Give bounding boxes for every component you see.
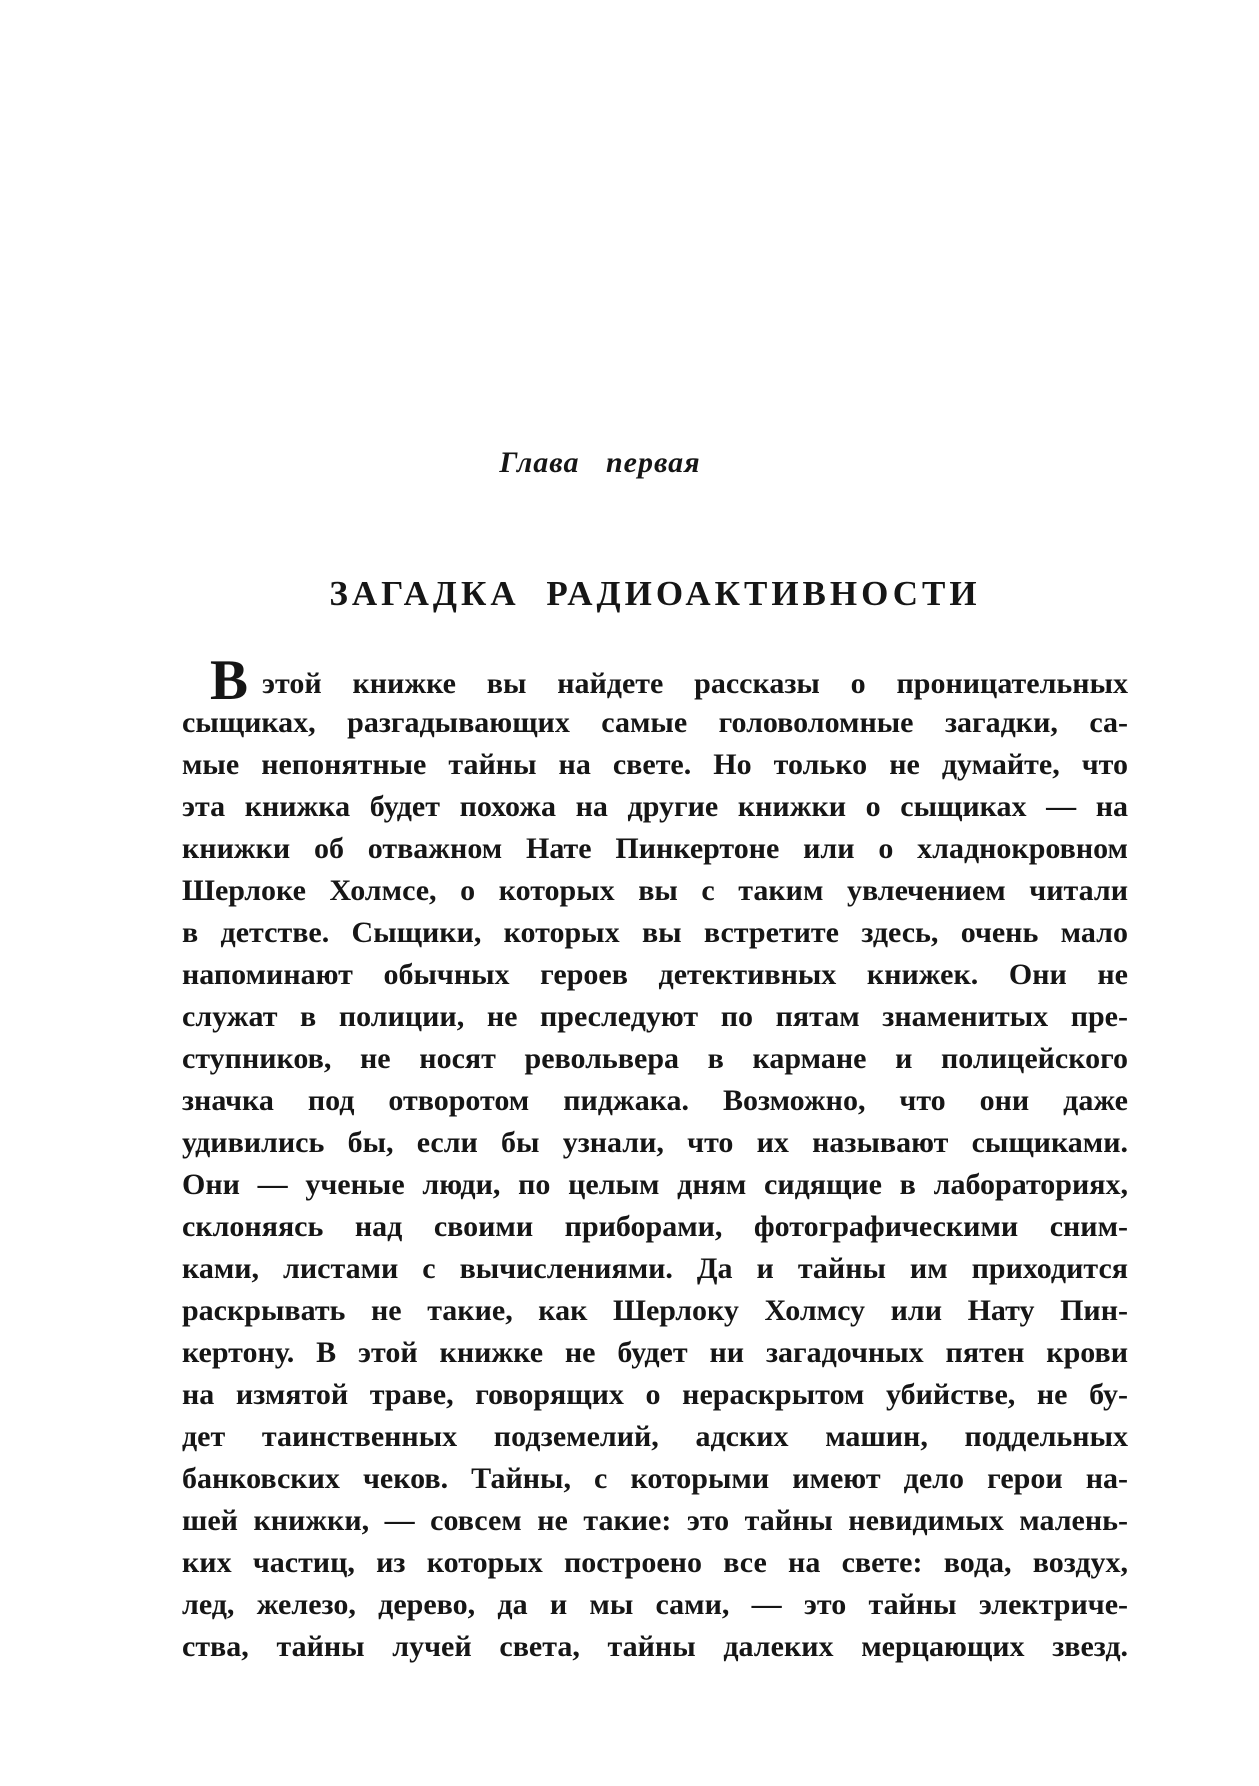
paragraph [182, 649, 1128, 1668]
text-line: дет таинственных подземелий, адских машин, поддельных [182, 1420, 1128, 1453]
page-content [182, 0, 1128, 1668]
text-line: сыщиках, разгадывающих самые головоломные загадки, са- [182, 706, 1128, 739]
text-line [182, 649, 1128, 712]
text-line: ких частиц, из которых построено все на свете: вода, воздух, [182, 1546, 1128, 1579]
text-line: Они — ученые люди, по целым дням сидящие в лабораториях, [182, 1168, 1128, 1201]
text-line: удивились бы, если бы узнали, что их называют сыщиками. [182, 1126, 1128, 1159]
text-line-content: этой книжке вы найдете рассказы о проницательных [262, 667, 1128, 700]
text-line: лед, железо, дерево, да и мы сами, — это тайны электриче- [182, 1588, 1128, 1621]
text-line: ступников, не носят револьвера в кармане и полицейского [182, 1042, 1128, 1075]
text-line: мые непонятные тайны на свете. Но только не думайте, что [182, 748, 1128, 781]
text-line: напоминают обычных героев детективных книжек. Они не [182, 958, 1128, 991]
text-line: на измятой траве, говорящих о нераскрытом убийстве, не бу- [182, 1378, 1128, 1411]
text-line: эта книжка будет похожа на другие книжки о сыщиках — на [182, 790, 1128, 823]
text-line: ками, листами с вычислениями. Да и тайны им приходится [182, 1252, 1128, 1285]
text-line: кертону. В этой книжке не будет ни загадочных пятен крови [182, 1336, 1128, 1369]
text-line: склоняясь над своими приборами, фотографическими сним- [182, 1210, 1128, 1243]
chapter-title: ЗАГАДКА РАДИОАКТИВНОСТИ [329, 574, 981, 613]
chapter-heading: Глава первая [499, 446, 701, 479]
text-line: значка под отворотом пиджака. Возможно, что они даже [182, 1084, 1128, 1117]
drop-cap-initial: В [210, 649, 249, 712]
text-line: банковских чеков. Тайны, с которыми имеют дело герои на- [182, 1462, 1128, 1495]
text-line: книжки об отважном Нате Пинкертоне или о хладнокровном [182, 832, 1128, 865]
text-line: служат в полиции, не преследуют по пятам знаменитых пре- [182, 1000, 1128, 1033]
text-line: раскрывать не такие, как Шерлоку Холмсу или Нату Пин- [182, 1294, 1128, 1327]
text-line: в детстве. Сыщики, которых вы встретите здесь, очень мало [182, 916, 1128, 949]
text-line: шей книжки, — совсем не такие: это тайны невидимых малень- [182, 1504, 1128, 1537]
text-line: Шерлоке Холмсе, о которых вы с таким увлечением читали [182, 874, 1128, 907]
text-line: ства, тайны лучей света, тайны далеких мерцающих звезд. [182, 1630, 1128, 1663]
